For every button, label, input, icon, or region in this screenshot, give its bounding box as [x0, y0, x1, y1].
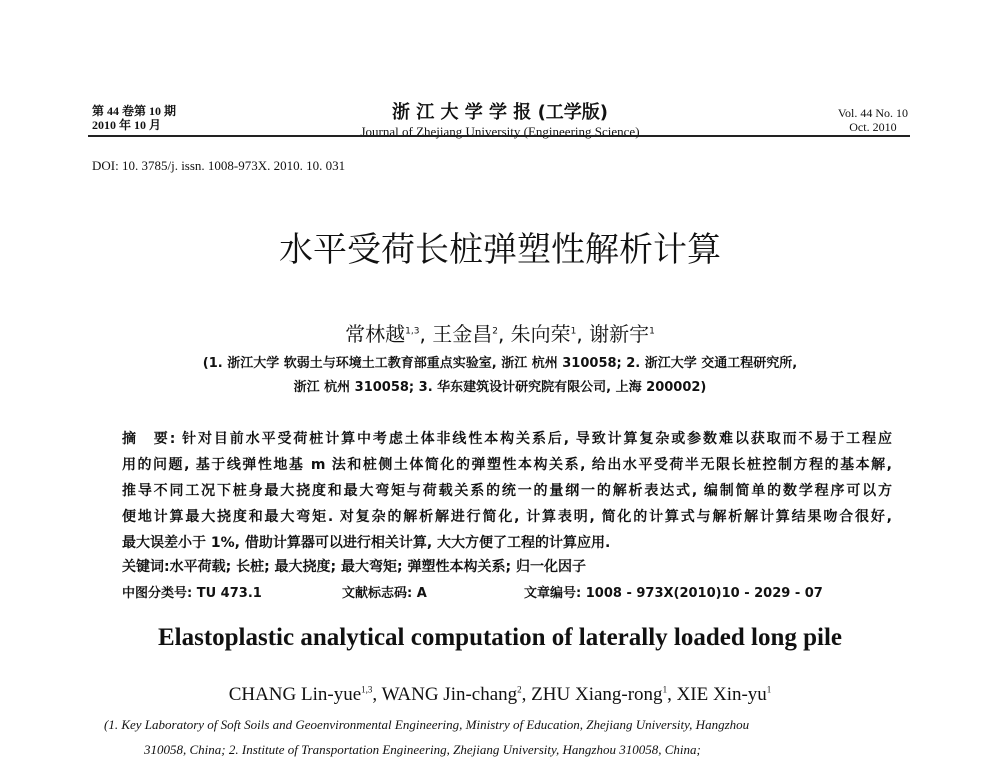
clc-value: TU 473.1 [196, 586, 262, 601]
author: 谢新宇 [589, 322, 650, 346]
abstract-line: 推导不同工况下桩身最大挠度和最大弯矩与荷载关系的统一的量纲一的解析表达式, 编制简单的数学程序可以方 [122, 483, 892, 499]
abstract-label: 摘 要: [122, 431, 176, 447]
doc-code-label: 文献标志码: [342, 586, 413, 601]
date-cn: 2010 年 10 月 [92, 118, 162, 132]
issue-cn: 第 44 卷第 10 期 [92, 104, 177, 118]
author: WANG Jin-chang [381, 684, 518, 705]
author: CHANG Lin-yue [228, 684, 362, 705]
author: XIE Xin-yu [676, 684, 767, 705]
author-sup: 1,3 [405, 326, 420, 337]
authors-en: CHANG Lin-yue$^{1,3}$, WANG Jin-chang$^2$, ZHU Xiang-rong$^1$, XIE Xin-$yu^1$ [228, 684, 772, 705]
clc-label: 中图分类号: [122, 586, 193, 601]
date-en: Oct. 2010 [849, 120, 897, 134]
journal-en: Journal of Zhejiang University (Engineering Science) [360, 124, 640, 139]
author-sup: 1 [662, 684, 668, 695]
abstract-line: 用的问题, 基于线弹性地基 m 法和桩侧土体简化的弹塑性本构关系, 给出水平受荷半无限长桩控制方程的基本解, [122, 457, 892, 473]
author-sup: 1 [649, 326, 655, 337]
header-rule [88, 135, 910, 137]
author: ZHU Xiang-rong [531, 684, 663, 705]
author: 常林越 [345, 322, 406, 346]
author-sup: 1 [570, 326, 577, 337]
affiliation-line: (1. 浙江大学 软弱土与环境土工教育部重点实验室, 浙江 杭州 310058; 2. 浙江大学 交通工程研究所, [202, 356, 798, 371]
authors-cn: 常林越$^{1,3}$, 王金昌$^2$, 朱向荣$^1$, 谢新宇$^1$ [345, 322, 655, 346]
abstract-text: 针对目前水平受荷桩计算中考虑土体非线性本构关系后, 导致计算复杂或参数难以获取而不易于工程应 [182, 431, 892, 447]
journal-cn: 浙 江 大 学 学 报 (工学版) [391, 102, 609, 123]
affiliation-line: (1. Key Laboratory of Soft Soils and Geoenvironmental Engineering, Ministry of Education, Zhejiang University, Hangzhou [104, 717, 750, 732]
keywords [122, 556, 892, 576]
affiliations-en [104, 712, 914, 760]
volume-info [838, 106, 908, 134]
author-sup: 2 [492, 326, 498, 337]
author-sup: 2 [517, 684, 522, 695]
affiliations-cn [0, 352, 1000, 400]
author-sup: 1,3 [361, 684, 373, 695]
doc-code-value: A [416, 586, 427, 601]
abstract-line [122, 428, 892, 448]
author: 王金昌 [432, 322, 493, 346]
keywords-label: 关键词: [122, 559, 170, 575]
abstract-line: 最大误差小于 1%, 借助计算器可以进行相关计算, 大大方便了工程的计算应用. [122, 535, 611, 551]
article-no-label: 文章编号: [524, 586, 582, 601]
title-cn: 水平受荷长桩弹塑性解析计算 [279, 230, 721, 270]
keywords-text: 水平荷载; 长桩; 最大挠度; 最大弯矩; 弹塑性本构关系; 归一化因子 [169, 559, 586, 575]
volume: Vol. 44 No. 10 [837, 106, 908, 120]
article-no-value: 1008 - 973X(2010)10 - 2029 - 07 [585, 586, 823, 601]
author: 朱向荣 [510, 322, 571, 346]
author-sup: 1 [766, 684, 772, 695]
doi: DOI: 10. 3785/j. issn. 1008-973X. 2010. 10. 031 [92, 158, 346, 173]
affiliation-line: 310058, China; 2. Institute of Transportation Engineering, Zhejiang University, Hangzhou 310058, China; [144, 742, 701, 757]
affiliation-line: 浙江 杭州 310058; 3. 华东建筑设计研究院有限公司, 上海 200002) [293, 380, 707, 395]
abstract-line: 便地计算最大挠度和最大弯矩. 对复杂的解析解进行简化, 计算表明, 简化的计算式与解析解计算结果吻合很好, [122, 509, 892, 525]
title-en: Elastoplastic analytical computation of laterally loaded long pile [157, 624, 843, 651]
